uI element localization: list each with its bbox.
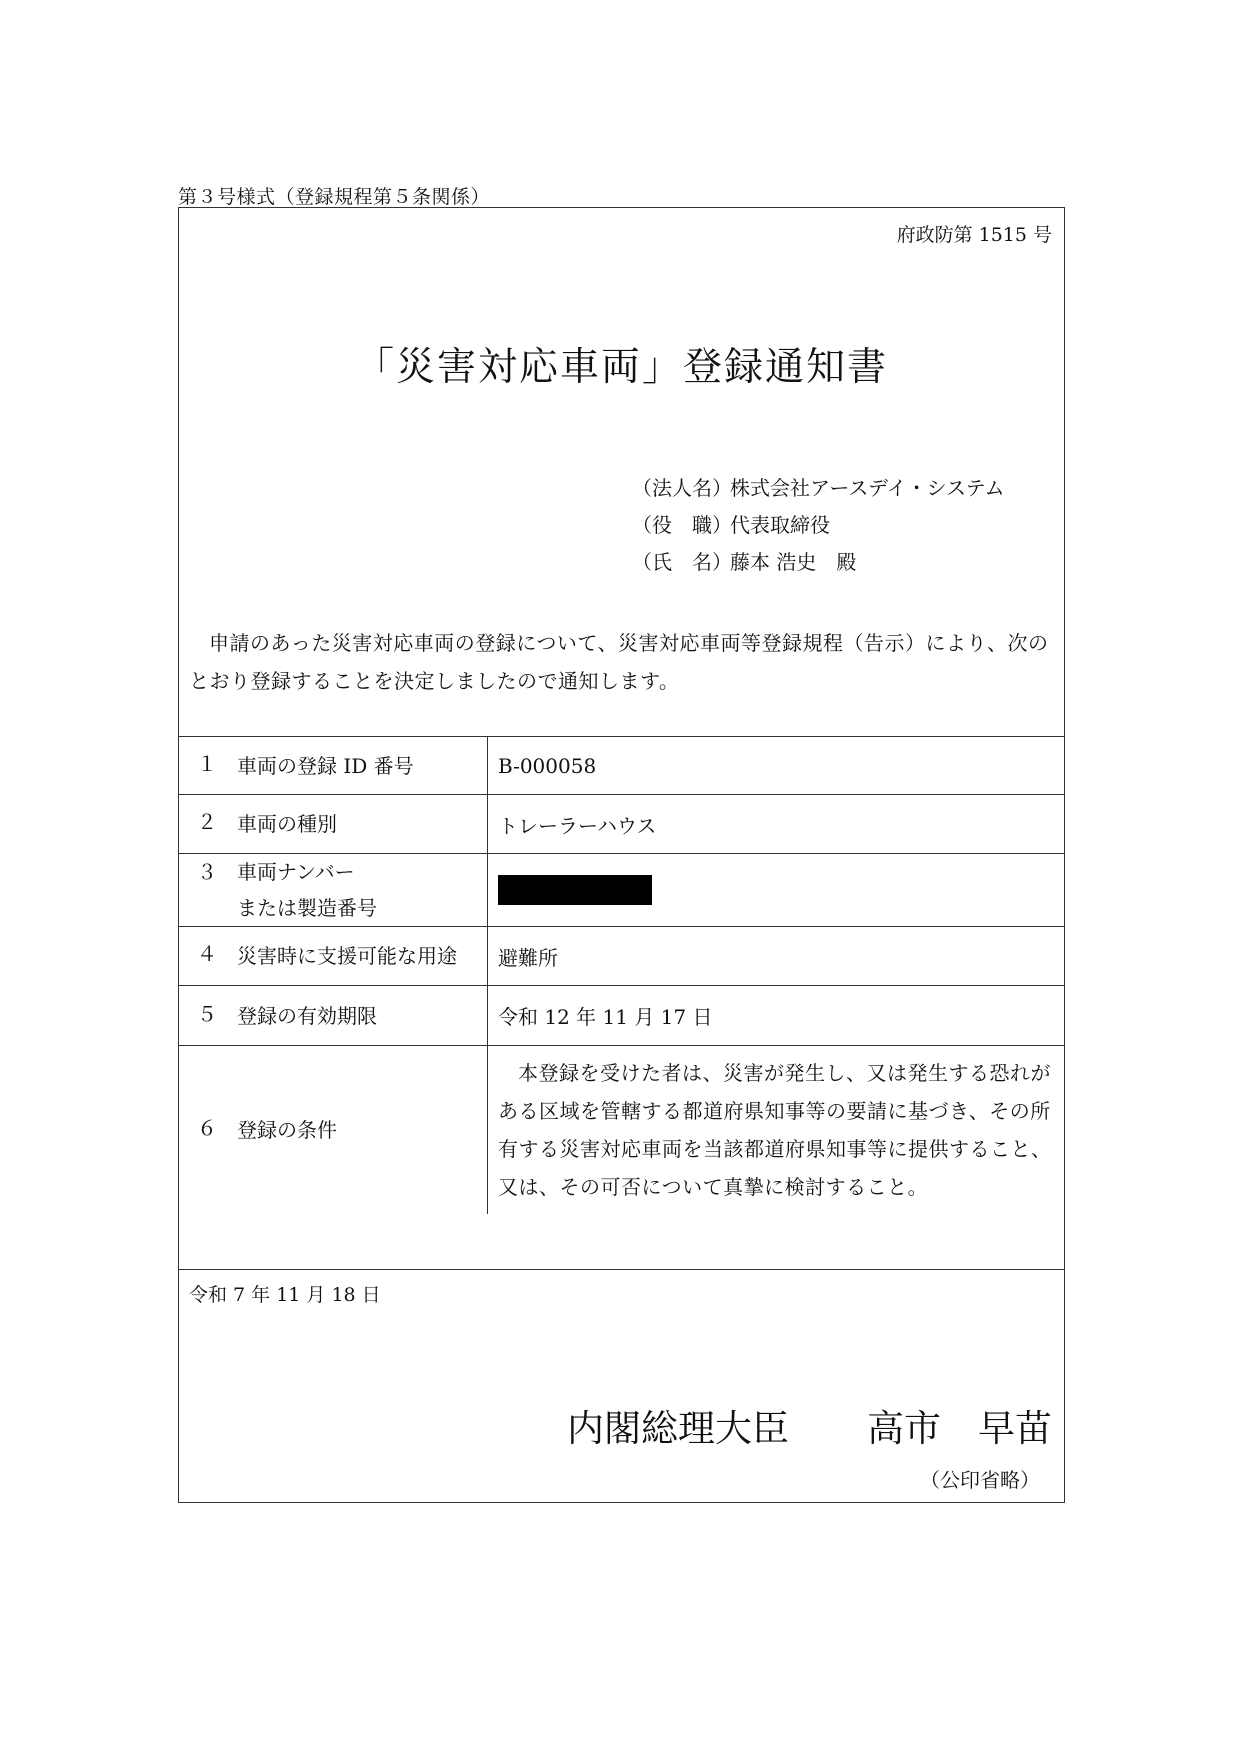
notice-body-text: 申請のあった災害対応車両の登録について、災害対応車両等登録規程（告示）により、次のとおり登録することを決定しましたので通知します。 [189,631,1049,693]
table-row [179,854,1064,927]
item-label-cell [179,927,488,986]
company-name: 株式会社アースデイ・システム [730,476,1005,500]
form-label: 第３号様式（登録規程第５条関係） [178,186,491,208]
person-name: 藤本 浩史 殿 [730,550,857,574]
item-number: １ [197,751,217,776]
table-row [179,795,1064,854]
seal-omitted-note: （公印省略） [920,1468,1040,1492]
item-label: または製造番号 [237,896,377,920]
item-number: ６ [197,1115,217,1140]
issue-date: 令和 7 年 11 月 18 日 [189,1284,381,1306]
addressee-row [632,470,1005,507]
table-row [179,1046,1064,1214]
job-title: 代表取締役 [730,513,830,537]
registration-id-value: B-000058 [488,737,1065,795]
table-row [179,737,1064,795]
item-label: 災害時に支援可能な用途 [237,944,457,968]
item-number: ５ [197,1001,217,1026]
redaction-box [498,875,652,905]
addressee-block [632,470,1005,581]
disaster-use-value: 避難所 [488,927,1065,986]
signer [567,1398,1052,1452]
item-label: 登録の条件 [237,1117,337,1142]
vehicle-number-value [488,854,1065,927]
item-label-cell [179,986,488,1046]
item-label: 車両の種別 [237,812,337,836]
registration-condition-value: 本登録を受けた者は、災害が発生し、又は発生する恐れがある区域を管轄する都道府県知事等の要請に基づき、その所有する災害対応車両を当該都道府県知事等に提供すること、又は、その可否について真摯に検討すること。 [498,1060,1052,1199]
signer-surname: 高市 [867,1407,941,1450]
item-number: ４ [197,942,217,966]
addressee-key: （氏 名） [632,550,732,574]
item-number: ２ [197,810,217,834]
item-label-cell [179,795,488,854]
item-label: 車両の登録 ID 番号 [237,753,414,778]
item-label-cell [179,737,488,795]
item-label: 車両ナンバー [237,860,355,884]
notice-frame [178,207,1065,1503]
registration-details-table [179,736,1064,1214]
item-label-cell [179,1046,488,1214]
vehicle-type-value: トレーラーハウス [488,795,1065,854]
addressee-key: （役 職） [632,513,732,537]
table-row [179,986,1064,1046]
reference-number: 府政防第 1515 号 [896,224,1052,246]
signer-position: 内閣総理大臣 [567,1407,789,1450]
issuance-block [179,1269,1064,1503]
addressee-row [632,544,1005,581]
item-number: ３ [197,860,217,884]
signer-given-name: 早苗 [978,1407,1052,1450]
addressee-key: （法人名） [632,476,732,500]
document-title: 「災害対応車両」登録通知書 [354,345,888,390]
item-label-cell [179,854,488,927]
addressee-row [632,507,1005,544]
expiry-date-value: 令和 12 年 11 月 17 日 [488,986,1065,1046]
item-label: 登録の有効期限 [237,1003,377,1028]
table-row [179,927,1064,986]
